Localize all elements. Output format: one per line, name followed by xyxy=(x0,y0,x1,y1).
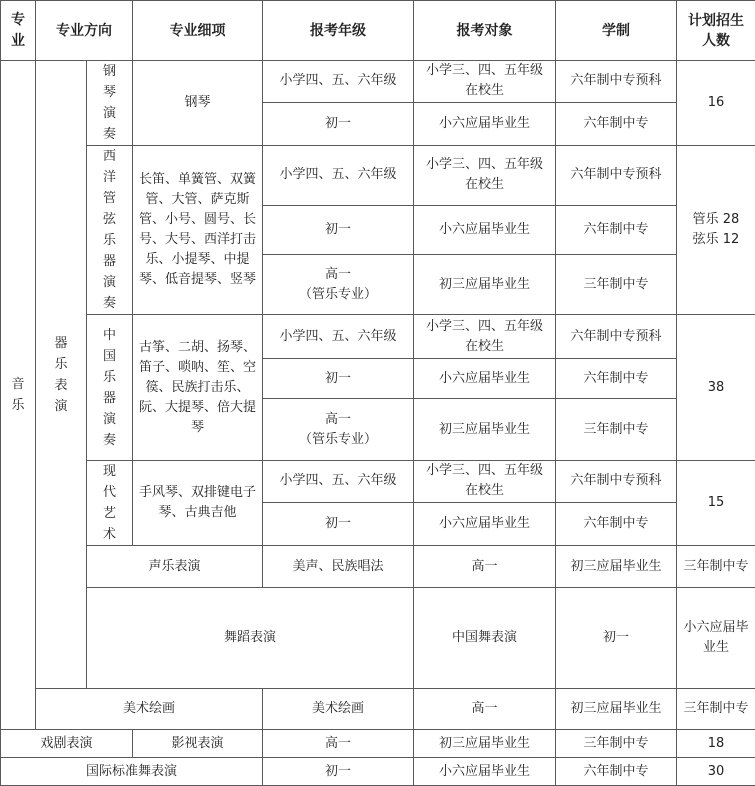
system-cell: 三年制中专 xyxy=(677,546,755,588)
grade-cell: 初一 xyxy=(263,102,414,145)
quota-cell-drama: 18 xyxy=(677,730,755,758)
system-cell: 三年制中专 xyxy=(556,730,677,758)
system-cell: 六年制中专预科 xyxy=(556,315,677,359)
detail-cell-drama: 影视表演 xyxy=(133,730,263,758)
direction-cell-dance: 舞蹈表演 xyxy=(87,588,414,689)
table-row xyxy=(1,588,755,689)
system-cell: 六年制中专 xyxy=(556,359,677,399)
detail-cell-art: 美术绘画 xyxy=(263,689,414,730)
header-row xyxy=(1,1,755,61)
direction-cell-vocal: 声乐表演 xyxy=(87,546,263,588)
table-row xyxy=(1,461,755,503)
target-cell: 初三应届毕业生 xyxy=(414,399,556,461)
detail-cell-modern: 手风琴、双排键电子琴、古典吉他 xyxy=(133,461,263,546)
direction-cell-instrument: 器乐表演 xyxy=(36,61,87,689)
target-cell: 初三应届毕业生 xyxy=(414,730,556,758)
grade-cell: 高一 （管乐专业） xyxy=(263,399,414,461)
target-cell: 小六应届毕业生 xyxy=(677,588,755,689)
target-cell: 初三应届毕业生 xyxy=(556,546,677,588)
sub-direction-western: 西洋管弦乐器演奏 xyxy=(87,146,133,315)
header-major: 专业 xyxy=(1,1,36,61)
system-cell: 六年制中专预科 xyxy=(556,461,677,503)
sub-direction-piano: 钢琴演奏 xyxy=(87,61,133,146)
grade-cell: 高一 （管乐专业） xyxy=(263,255,414,315)
quota-cell-western: 管乐 28 弦乐 12 xyxy=(677,146,755,315)
grade-cell: 初一 xyxy=(556,588,677,689)
system-cell: 六年制中专 xyxy=(556,502,677,545)
grade-cell: 小学四、五、六年级 xyxy=(263,315,414,359)
table-row xyxy=(1,546,755,588)
grade-cell: 初一 xyxy=(263,502,414,545)
detail-cell-chinese: 古筝、二胡、扬琴、笛子、唢呐、笙、空篌、民族打击乐、阮、大提琴、倍大提琴 xyxy=(133,315,263,461)
direction-cell-drama: 戏剧表演 xyxy=(1,730,133,758)
target-cell: 小学三、四、五年级 在校生 xyxy=(414,461,556,503)
table-row xyxy=(1,61,755,103)
target-cell: 小六应届毕业生 xyxy=(414,102,556,145)
major-cell-music: 音乐 xyxy=(1,61,36,730)
table-row xyxy=(1,315,755,359)
table-row xyxy=(1,758,755,786)
sub-direction-chinese: 中国乐器演奏 xyxy=(87,315,133,461)
target-cell: 小学三、四、五年级 在校生 xyxy=(414,61,556,103)
grade-cell: 小学四、五、六年级 xyxy=(263,61,414,103)
grade-cell: 初一 xyxy=(263,205,414,254)
direction-cell-art: 美术绘画 xyxy=(36,689,263,730)
target-cell: 小六应届毕业生 xyxy=(414,205,556,254)
target-cell: 初三应届毕业生 xyxy=(556,689,677,730)
detail-cell-western: 长笛、单簧管、双簧管、大管、萨克斯管、小号、圆号、长号、大号、西洋打击乐、小提琴、中提琴、低音提琴、竖琴 xyxy=(133,146,263,315)
quota-cell-ballroom: 30 xyxy=(677,758,755,786)
target-cell: 小六应届毕业生 xyxy=(414,359,556,399)
direction-cell-ballroom: 国际标准舞表演 xyxy=(1,758,263,786)
target-cell: 小六应届毕业生 xyxy=(414,758,556,786)
quota-cell-piano: 16 xyxy=(677,61,755,146)
system-cell: 六年制中专预科 xyxy=(556,146,677,206)
sub-direction-modern: 现代艺术 xyxy=(87,461,133,546)
quota-cell-modern: 15 xyxy=(677,461,755,546)
target-cell: 小学三、四、五年级 在校生 xyxy=(414,146,556,206)
quota-cell-chinese: 38 xyxy=(677,315,755,461)
header-direction: 专业方向 xyxy=(36,1,133,61)
target-cell: 小六应届毕业生 xyxy=(414,502,556,545)
system-cell: 三年制中专 xyxy=(556,399,677,461)
target-cell: 初三应届毕业生 xyxy=(414,255,556,315)
grade-cell: 小学四、五、六年级 xyxy=(263,146,414,206)
detail-cell-piano: 钢琴 xyxy=(133,61,263,146)
grade-cell: 小学四、五、六年级 xyxy=(263,461,414,503)
table-row xyxy=(1,146,755,206)
grade-cell: 高一 xyxy=(414,689,556,730)
system-cell: 三年制中专 xyxy=(556,255,677,315)
table-row xyxy=(1,689,755,730)
grade-cell: 初一 xyxy=(263,758,414,786)
grade-cell: 高一 xyxy=(263,730,414,758)
header-detail: 专业细项 xyxy=(133,1,263,61)
target-cell: 小学三、四、五年级 在校生 xyxy=(414,315,556,359)
header-target: 报考对象 xyxy=(414,1,556,61)
header-quota: 计划招生人数 xyxy=(677,1,755,61)
detail-cell-dance: 中国舞表演 xyxy=(414,588,556,689)
system-cell: 六年制中专预科 xyxy=(556,61,677,103)
detail-cell-vocal: 美声、民族唱法 xyxy=(263,546,414,588)
table-row xyxy=(1,730,755,758)
system-cell: 六年制中专 xyxy=(556,758,677,786)
system-cell: 六年制中专 xyxy=(556,102,677,145)
grade-cell: 初一 xyxy=(263,359,414,399)
header-grade: 报考年级 xyxy=(263,1,414,61)
system-cell: 三年制中专 xyxy=(677,689,755,730)
header-system: 学制 xyxy=(556,1,677,61)
grade-cell: 高一 xyxy=(414,546,556,588)
system-cell: 六年制中专 xyxy=(556,205,677,254)
